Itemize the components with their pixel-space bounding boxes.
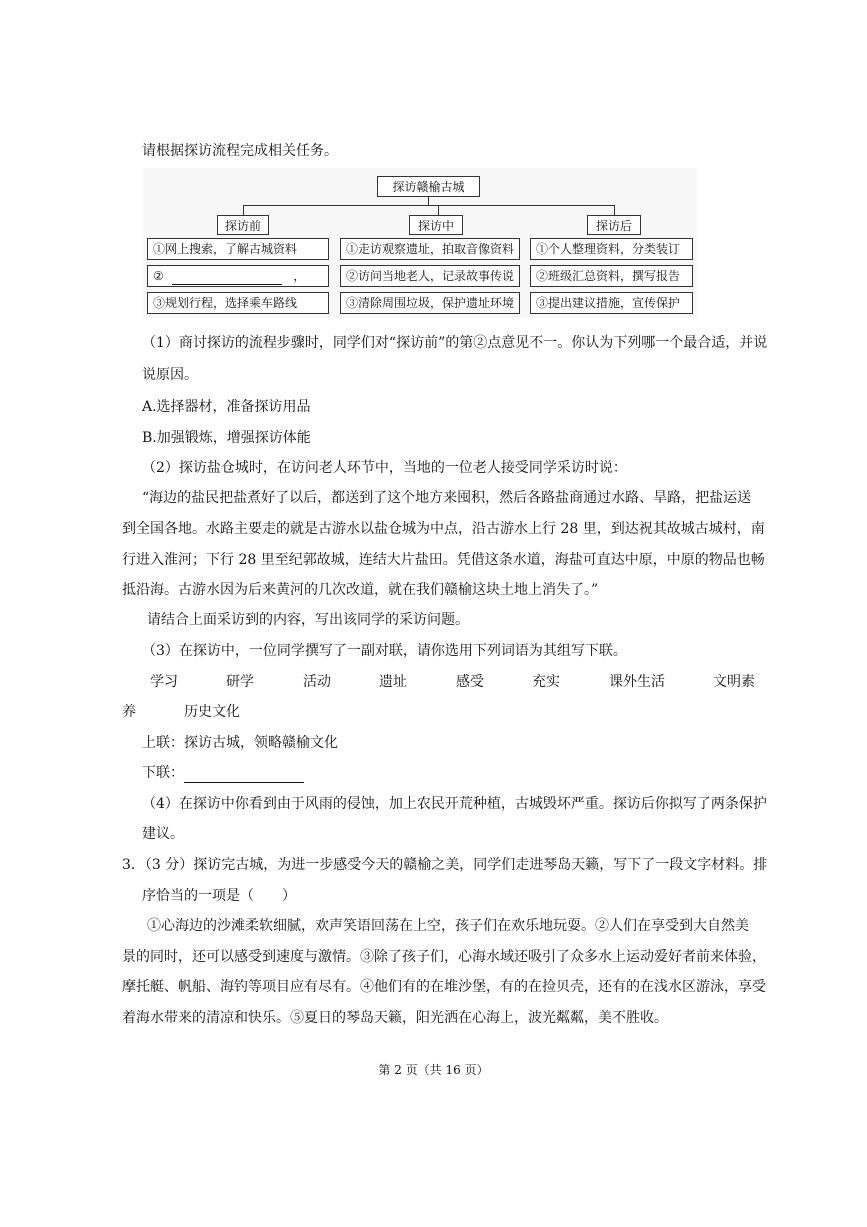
connector-right	[614, 205, 615, 215]
q3-word-2: 研学	[226, 674, 254, 690]
q3-word-6: 充实	[532, 674, 560, 690]
q3-word-9: 历史文化	[184, 704, 240, 720]
before-item-2-blank	[172, 270, 282, 285]
after-item-1: ①个人整理资料，分类装订	[530, 238, 693, 260]
q3-lower-blank	[184, 768, 304, 783]
p3-line-2: 序恰当的一项是（ ）	[142, 888, 296, 904]
q3-lower-label: 下联：	[142, 765, 184, 781]
q3-line-1: （3）在探访中，一位同学撰写了一副对联，请你选用下列词语为其组写下联。	[142, 643, 627, 659]
q1-line-1: （1）商讨探访的流程步骤时，同学们对“探访前”的第②点意见不一。你认为下列哪一个最合适，并说	[142, 335, 768, 351]
before-item-1: ①网上搜索，了解古城资料	[147, 238, 329, 260]
before-item-3: ③规划行程，选择乘车路线	[147, 292, 329, 314]
q3-word-7: 课外生活	[609, 674, 665, 690]
p3-body-3: 摩托艇、帆船、海钓等项目应有尽有。④他们有的在堆沙堡，有的在捡贝壳，还有的在浅水区游泳，享受	[122, 979, 766, 995]
during-item-1: ①走访观察遗址，拍取音像资料	[340, 238, 520, 260]
q3-word-5: 感受	[456, 674, 484, 690]
diagram-root: 探访赣榆古城	[377, 176, 480, 197]
q2-line-1: （2）探访盐仓城时，在访问老人环节中，当地的一位老人接受同学采访时说：	[142, 460, 627, 476]
q4-line-2: 建议。	[142, 826, 184, 842]
p3-body-4: 着海水带来的清凉和快乐。⑤夏日的琴岛天籁，阳光洒在心海上，波光粼粼，美不胜收。	[122, 1010, 668, 1026]
before-item-2	[147, 265, 329, 287]
after-item-3: ③提出建议措施，宣传保护	[530, 292, 693, 314]
q2-task: 请结合上面采访到的内容，写出该同学的采访问题。	[147, 612, 469, 628]
q1-option-a: A.选择器材，准备探访用品	[142, 399, 311, 415]
q3-word-4: 遗址	[379, 674, 407, 690]
connector-root	[428, 197, 429, 205]
q4-line-1: （4）在探访中你看到由于风雨的侵蚀，加上农民开荒种植，古城毁坏严重。探访后你拟写了两条保护	[142, 796, 767, 812]
q2-quote-4: 抵沿海。古游水因为后来黄河的几次改道，就在我们赣榆这块土地上消失了。”	[122, 582, 599, 598]
before-item-2-comma: ，	[293, 269, 306, 283]
connector-left	[243, 205, 244, 215]
page-footer: 第 2 页（共 16 页）	[378, 1063, 489, 1077]
q3-word-3: 活动	[303, 674, 331, 690]
connector-middle	[438, 205, 439, 215]
q3-word-8-cont: 养	[122, 704, 136, 720]
column-title-before: 探访前	[217, 215, 269, 235]
q3-word-8: 文明素	[713, 674, 755, 690]
before-item-2-label: ②	[153, 269, 164, 283]
after-item-2: ②班级汇总资料，撰写报告	[530, 265, 693, 287]
p3-body-1: ①心海边的沙滩柔软细腻，欢声笑语回荡在上空，孩子们在欢乐地玩耍。②人们在享受到大自然美	[147, 918, 749, 934]
q2-quote-3: 行进入淮河；下行 28 里至纪郭故城，连结大片盐田。凭借这条水道，海盐可直达中原，中原的物品也畅	[122, 552, 765, 568]
column-title-after: 探访后	[587, 215, 641, 235]
during-item-2: ②访问当地老人，记录故事传说	[340, 265, 520, 287]
intro-text: 请根据探访流程完成相关任务。	[142, 143, 338, 159]
q3-word-1: 学习	[150, 674, 178, 690]
q1-line-2: 说原因。	[142, 367, 198, 383]
connector-horizontal	[243, 205, 614, 206]
during-item-3: ③清除周围垃圾，保护遗址环境	[340, 292, 520, 314]
q2-quote-2: 到全国各地。水路主要走的就是古游水以盐仓城为中点，沿古游水上行 28 里，到达祝其故城古城村，南	[122, 521, 765, 537]
q3-upper-couplet: 上联：探访古城，领略赣榆文化	[142, 735, 338, 751]
q1-option-b: B.加强锻炼，增强探访体能	[142, 430, 311, 446]
column-title-during: 探访中	[409, 215, 463, 235]
p3-body-2: 景的同时，还可以感受到速度与激情。③除了孩子们，心海水域还吸引了众多水上运动爱好者前来体验，	[122, 949, 766, 965]
q2-quote-1: “海边的盐民把盐煮好了以后，都送到了这个地方来囤积，然后各路盐商通过水路、旱路，把盐运送	[142, 490, 752, 506]
p3-line-1: 3．（3 分）探访完古城，为进一步感受今天的赣榆之美，同学们走进琴岛天籁，写下了一段文字材料。排	[122, 857, 768, 873]
q3-lower-couplet	[142, 763, 304, 783]
